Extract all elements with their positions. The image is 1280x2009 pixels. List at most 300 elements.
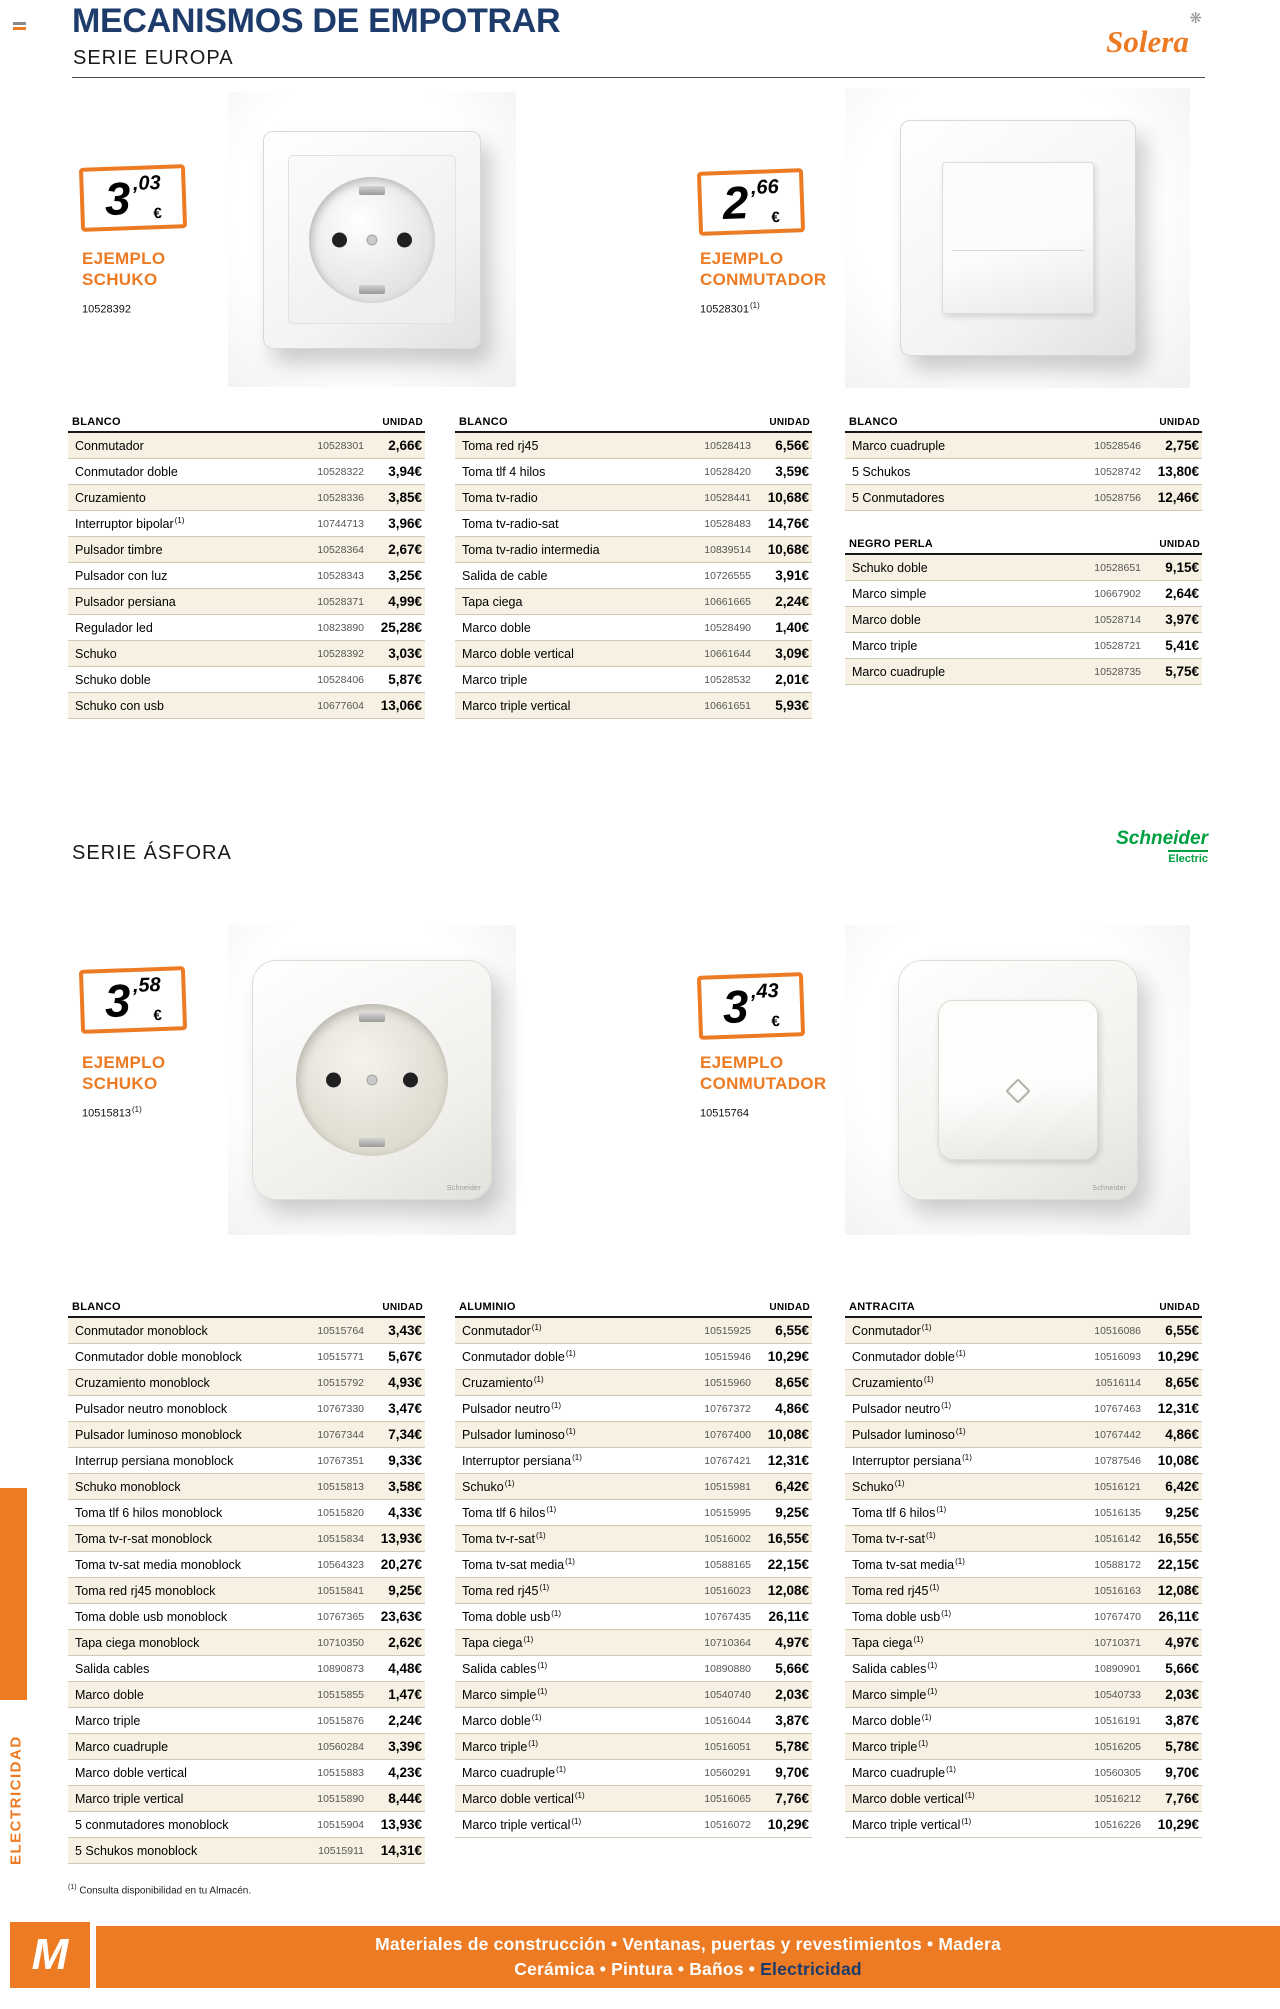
product-row [455, 667, 812, 693]
product-price: 2,64€ [1165, 586, 1199, 601]
product-photo-europa-conmutador [845, 88, 1190, 388]
example-line1: EJEMPLO [700, 1053, 784, 1072]
product-code: 10560284 [317, 1740, 364, 1753]
product-row [845, 1344, 1202, 1370]
product-code: 10516044 [704, 1714, 751, 1727]
product-code: 10540740 [704, 1688, 751, 1701]
product-code: 10667902 [1094, 587, 1141, 600]
product-name: Pulsador neutro$^{(1)}$ [462, 1400, 562, 1417]
product-row [68, 589, 425, 615]
product-price: 12,31€ [1157, 1401, 1199, 1416]
product-row [68, 1630, 425, 1656]
product-name: Interruptor persiana$^{(1)}$ [852, 1452, 972, 1469]
example-line2: CONMUTADOR [700, 270, 827, 289]
product-price: 8,65€ [1165, 1375, 1199, 1390]
product-name: Toma red rj45$^{(1)}$ [852, 1582, 940, 1599]
product-price: 3,09€ [775, 646, 809, 661]
product-price: 9,33€ [388, 1453, 422, 1468]
product-code: 10515792 [317, 1376, 364, 1389]
product-name: Toma tv-r-sat$^{(1)}$ [852, 1530, 936, 1547]
product-name: Toma tv-sat media$^{(1)}$ [852, 1556, 965, 1573]
product-price: 3,43€ [388, 1323, 422, 1338]
product-row [455, 485, 812, 511]
product-row [845, 1474, 1202, 1500]
product-name: 5 Schukos monoblock [75, 1843, 198, 1858]
product-name: Marco doble vertical$^{(1)}$ [852, 1790, 975, 1807]
product-price: 9,70€ [775, 1765, 809, 1780]
currency-symbol: € [771, 209, 781, 227]
product-code: 10515925 [704, 1324, 751, 1337]
product-name: Marco doble [462, 620, 531, 635]
product-row [455, 537, 812, 563]
product-price: 3,39€ [388, 1739, 422, 1754]
product-code: 10528413 [704, 439, 751, 452]
rocker-diamond-mark [1005, 1078, 1030, 1103]
product-name: Pulsador neutro$^{(1)}$ [852, 1400, 952, 1417]
product-price: 3,91€ [775, 568, 809, 583]
color-label: BLANCO [72, 1301, 121, 1313]
table-header [455, 1298, 812, 1318]
product-code: 10560305 [1094, 1766, 1141, 1779]
product-price: 2,66€ [388, 438, 422, 453]
product-price: 3,59€ [775, 464, 809, 479]
product-price: 3,97€ [1165, 612, 1199, 627]
product-name: Marco doble$^{(1)}$ [852, 1712, 932, 1729]
socket-hole [326, 1073, 341, 1088]
unit-label: UNIDAD [769, 417, 810, 428]
product-name: 5 Schukos [852, 464, 911, 479]
product-row [455, 459, 812, 485]
product-row [455, 1578, 812, 1604]
schneider-electric-logo [1090, 828, 1208, 867]
availability-footnote: $^{(1)}$ Consulta disponibilidad en tu Almacén. [68, 1884, 252, 1897]
socket-hole [403, 1073, 418, 1088]
product-name: Tapa ciega [462, 594, 523, 609]
product-row [845, 1396, 1202, 1422]
product-code: 10516135 [1094, 1506, 1141, 1519]
product-price: 8,44€ [388, 1791, 422, 1806]
product-price: 1,47€ [388, 1687, 422, 1702]
product-code: 10515890 [317, 1792, 364, 1805]
earth-clip [359, 1013, 385, 1022]
product-name: Toma tv-radio intermedia [462, 542, 600, 557]
unit-label: UNIDAD [1159, 1302, 1200, 1313]
product-photo-europa-schuko [228, 92, 516, 387]
price-decimals: ,58 [132, 974, 162, 997]
product-row [68, 1396, 425, 1422]
product-name: Interruptor bipolar$^{(1)}$ [75, 515, 185, 532]
socket-plate [263, 131, 481, 349]
product-row [845, 1812, 1202, 1838]
product-code: 10516142 [1094, 1532, 1141, 1545]
product-code: 10516023 [704, 1584, 751, 1597]
product-price: 14,31€ [380, 1843, 422, 1858]
socket-plate [252, 960, 492, 1200]
product-row [455, 1318, 812, 1344]
product-name: Marco triple [852, 638, 918, 653]
product-row [845, 555, 1202, 581]
product-code: 10767400 [704, 1428, 751, 1441]
product-row [68, 641, 425, 667]
product-code: 10515813 [317, 1480, 364, 1493]
product-price: 5,41€ [1165, 638, 1199, 653]
product-code: 10677604 [317, 699, 364, 712]
product-price: 4,97€ [1165, 1635, 1199, 1650]
product-name: Salida cables$^{(1)}$ [462, 1660, 548, 1677]
example-code: 10515813$^{(1)}$ [82, 1105, 142, 1120]
product-price: 10,68€ [767, 542, 809, 557]
product-code: 10515764 [317, 1324, 364, 1337]
product-name: Salida de cable [462, 568, 548, 583]
product-name: Schuko doble [852, 560, 928, 575]
product-row [845, 1318, 1202, 1344]
product-name: Cruzamiento$^{(1)}$ [462, 1374, 544, 1391]
product-name: Salida cables [75, 1661, 150, 1676]
product-price: 6,42€ [775, 1479, 809, 1494]
product-row [455, 1344, 812, 1370]
product-name: Marco triple$^{(1)}$ [462, 1738, 539, 1755]
table-header [845, 535, 1202, 555]
product-price: 13,80€ [1157, 464, 1199, 479]
product-code: 10588165 [704, 1558, 751, 1571]
product-code: 10787546 [1094, 1454, 1141, 1467]
table-header [845, 413, 1202, 433]
product-code: 10516093 [1094, 1350, 1141, 1363]
product-code: 10564323 [317, 1558, 364, 1571]
product-row [68, 511, 425, 537]
product-name: Marco triple vertical [75, 1791, 184, 1806]
price-decimals: ,03 [132, 172, 162, 195]
product-price: 12,08€ [1157, 1583, 1199, 1598]
product-code: 10516086 [1094, 1324, 1141, 1337]
product-row [455, 1708, 812, 1734]
product-row [68, 693, 425, 719]
product-name: Toma tv-r-sat monoblock [75, 1531, 212, 1546]
price-integer: 3 [103, 172, 132, 225]
product-price: 2,67€ [388, 542, 422, 557]
product-code: 10515981 [704, 1480, 751, 1493]
switch-plate [900, 120, 1136, 356]
socket-hole [332, 232, 347, 247]
color-label: BLANCO [459, 416, 508, 428]
series-europa-heading: SERIE EUROPA [73, 47, 234, 69]
footer-categories-line2: Cerámica • Pintura • Baños • Electricidad [514, 1959, 862, 1979]
product-code: 10528651 [1094, 561, 1141, 574]
product-price: 2,24€ [388, 1713, 422, 1728]
table-europa-blanco-3 [845, 413, 1202, 511]
product-name: Cruzamiento monoblock [75, 1375, 210, 1390]
product-price: 5,75€ [1165, 664, 1199, 679]
product-name: Conmutador doble$^{(1)}$ [852, 1348, 966, 1365]
product-row [68, 1474, 425, 1500]
table-asfora-aluminio [455, 1298, 812, 1838]
product-row [455, 1552, 812, 1578]
product-price: 3,87€ [775, 1713, 809, 1728]
product-name: Salida cables$^{(1)}$ [852, 1660, 938, 1677]
product-name: Pulsador luminoso monoblock [75, 1427, 242, 1442]
example-code: 10515764 [700, 1107, 749, 1120]
table-header [845, 1298, 1202, 1318]
product-name: Schuko doble [75, 672, 151, 687]
center-screw [367, 1075, 378, 1086]
switch-rocker [942, 162, 1094, 314]
product-price: 10,29€ [1157, 1349, 1199, 1364]
header-divider [72, 77, 1205, 78]
product-price: 22,15€ [1157, 1557, 1199, 1572]
product-price: 6,55€ [1165, 1323, 1199, 1338]
product-name: Pulsador neutro monoblock [75, 1401, 228, 1416]
price-integer: 3 [721, 980, 750, 1033]
product-code: 10516002 [704, 1532, 751, 1545]
product-code: 10515834 [317, 1532, 364, 1545]
product-row [68, 1448, 425, 1474]
socket-frame [288, 155, 456, 323]
product-row [68, 1526, 425, 1552]
product-price: 3,47€ [388, 1401, 422, 1416]
product-code: 10528371 [317, 595, 364, 608]
product-price: 3,85€ [388, 490, 422, 505]
product-row [68, 1656, 425, 1682]
product-row [845, 633, 1202, 659]
example-label-asfora-schuko [82, 1052, 165, 1125]
table-asfora-blanco [68, 1298, 425, 1864]
product-name: Marco cuadruple$^{(1)}$ [462, 1764, 566, 1781]
product-code: 10516072 [704, 1818, 751, 1831]
product-code: 10516163 [1094, 1584, 1141, 1597]
example-code: 10528301$^{(1)}$ [700, 301, 760, 316]
product-code: 10528483 [704, 517, 751, 530]
section-side-label: ELECTRICIDAD [7, 1735, 25, 1865]
product-name: Conmutador [75, 438, 144, 453]
product-row [455, 1396, 812, 1422]
product-price: 10,68€ [767, 490, 809, 505]
product-name: Toma red rj45 monoblock [75, 1583, 216, 1598]
product-price: 5,66€ [1165, 1661, 1199, 1676]
product-row [68, 615, 425, 641]
product-row [845, 1760, 1202, 1786]
product-row [68, 1708, 425, 1734]
series-asfora-heading: SERIE ÁSFORA [72, 842, 232, 864]
product-name: 5 conmutadores monoblock [75, 1817, 229, 1832]
product-code: 10528721 [1094, 639, 1141, 652]
product-code: 10516205 [1094, 1740, 1141, 1753]
product-code: 10515876 [317, 1714, 364, 1727]
unit-label: UNIDAD [769, 1302, 810, 1313]
product-price: 10,29€ [767, 1817, 809, 1832]
product-code: 10528301 [317, 439, 364, 452]
product-name: Marco triple vertical [462, 698, 571, 713]
example-line2: CONMUTADOR [700, 1074, 827, 1093]
product-row [455, 1630, 812, 1656]
product-price: 5,78€ [1165, 1739, 1199, 1754]
product-code: 10515946 [704, 1350, 751, 1363]
price-integer: 2 [721, 176, 750, 229]
product-row [455, 511, 812, 537]
table-header [68, 413, 425, 433]
product-name: Marco triple vertical$^{(1)}$ [462, 1816, 582, 1833]
solera-logo [1085, 12, 1210, 58]
product-code: 10515855 [317, 1688, 364, 1701]
product-code: 10528532 [704, 673, 751, 686]
product-code: 10528336 [317, 491, 364, 504]
product-name: Marco doble [75, 1687, 144, 1702]
product-name: Toma tlf 6 hilos$^{(1)}$ [462, 1504, 557, 1521]
schneider-logo-line1: Schneider [1116, 828, 1208, 849]
product-row [845, 1682, 1202, 1708]
product-code: 10661644 [704, 647, 751, 660]
product-name: Toma tlf 4 hilos [462, 464, 546, 479]
product-code: 10661651 [704, 699, 751, 712]
product-name: Toma tv-sat media$^{(1)}$ [462, 1556, 575, 1573]
example-line1: EJEMPLO [82, 1053, 166, 1072]
product-price: 2,75€ [1165, 438, 1199, 453]
product-price: 25,28€ [380, 620, 422, 635]
product-price: 4,33€ [388, 1505, 422, 1520]
currency-symbol: € [771, 1013, 781, 1031]
product-name: Marco cuadruple$^{(1)}$ [852, 1764, 956, 1781]
table-header [68, 1298, 425, 1318]
color-label: NEGRO PERLA [849, 538, 933, 550]
product-code: 10515883 [317, 1766, 364, 1779]
product-price: 3,96€ [388, 516, 422, 531]
product-row [845, 607, 1202, 633]
product-price: 4,93€ [388, 1375, 422, 1390]
product-code: 10823890 [317, 621, 364, 634]
product-code: 10516114 [1095, 1376, 1141, 1389]
product-row [68, 667, 425, 693]
product-code: 10515995 [704, 1506, 751, 1519]
product-price: 5,78€ [775, 1739, 809, 1754]
product-row [455, 563, 812, 589]
product-code: 10528343 [317, 569, 364, 582]
product-code: 10516051 [704, 1740, 751, 1753]
example-line2: SCHUKO [82, 1074, 158, 1093]
product-row [845, 1656, 1202, 1682]
product-name: Schuko$^{(1)}$ [852, 1478, 905, 1495]
product-row [68, 433, 425, 459]
product-price: 4,97€ [775, 1635, 809, 1650]
product-code: 10767344 [317, 1428, 364, 1441]
product-name: Toma doble usb$^{(1)}$ [462, 1608, 562, 1625]
product-row [845, 1630, 1202, 1656]
schneider-watermark: Schneider [446, 1185, 481, 1192]
product-code: 10515960 [704, 1376, 751, 1389]
product-name: Conmutador doble$^{(1)}$ [462, 1348, 576, 1365]
product-row [845, 1552, 1202, 1578]
product-code: 10515841 [317, 1584, 364, 1597]
product-name: Toma doble usb monoblock [75, 1609, 228, 1624]
product-row [845, 1578, 1202, 1604]
product-row [845, 1708, 1202, 1734]
product-code: 10515820 [317, 1506, 364, 1519]
product-price: 12,46€ [1157, 490, 1199, 505]
color-label: BLANCO [72, 416, 121, 428]
footer-current-section: Electricidad [760, 1959, 862, 1979]
color-label: ALUMINIO [459, 1301, 516, 1313]
product-name: Schuko con usb [75, 698, 164, 713]
product-code: 10767372 [704, 1402, 751, 1415]
table-asfora-antracita [845, 1298, 1202, 1838]
product-code: 10515911 [318, 1844, 364, 1857]
unit-label: UNIDAD [382, 417, 423, 428]
product-photo-asfora-schuko [228, 925, 516, 1235]
product-name: Tapa ciega$^{(1)}$ [852, 1634, 924, 1651]
footer-categories-line1: Materiales de construcción • Ventanas, puertas y revestimientos • Madera [375, 1934, 1001, 1954]
product-code: 10516065 [704, 1792, 751, 1805]
product-price: 26,11€ [1158, 1609, 1199, 1624]
table-europa-blanco-1 [68, 413, 425, 719]
product-row [845, 1786, 1202, 1812]
product-code: 10528714 [1094, 613, 1141, 626]
product-name: Conmutador$^{(1)}$ [462, 1322, 542, 1339]
product-row [68, 1838, 425, 1864]
table-header [455, 413, 812, 433]
product-row [68, 1552, 425, 1578]
product-price: 10,08€ [767, 1427, 809, 1442]
product-code: 10767421 [704, 1454, 751, 1467]
product-price: 5,93€ [775, 698, 809, 713]
product-name: Marco cuadruple [852, 664, 946, 679]
product-row [455, 1812, 812, 1838]
product-row [455, 641, 812, 667]
product-price: 7,76€ [1165, 1791, 1199, 1806]
product-code: 10528364 [317, 543, 364, 556]
schneider-watermark: Schneider [1092, 1185, 1127, 1192]
product-code: 10528406 [317, 673, 364, 686]
product-name: Marco triple vertical$^{(1)}$ [852, 1816, 972, 1833]
product-row [68, 1318, 425, 1344]
product-row [68, 1422, 425, 1448]
product-code: 10528546 [1094, 439, 1141, 452]
product-row [455, 1448, 812, 1474]
product-price: 13,93€ [380, 1817, 422, 1832]
product-row [455, 1370, 812, 1396]
product-price: 10,08€ [1157, 1453, 1199, 1468]
product-price: 2,24€ [775, 594, 809, 609]
product-row [845, 1734, 1202, 1760]
product-name: Marco doble [852, 612, 921, 627]
product-code: 10726555 [704, 569, 751, 582]
unit-label: UNIDAD [1159, 539, 1200, 550]
product-name: Pulsador timbre [75, 542, 163, 557]
product-row [455, 589, 812, 615]
product-code: 10528756 [1094, 491, 1141, 504]
product-code: 10890901 [1094, 1662, 1141, 1675]
product-code: 10890873 [317, 1662, 364, 1675]
product-code: 10710364 [704, 1636, 751, 1649]
product-row [455, 1500, 812, 1526]
example-line1: EJEMPLO [82, 249, 166, 268]
price-tag-asfora-schuko [79, 966, 187, 1034]
currency-symbol: € [153, 1007, 163, 1025]
table-europa-negro-perla [845, 535, 1202, 685]
product-row [455, 1474, 812, 1500]
product-name: Pulsador luminoso$^{(1)}$ [852, 1426, 966, 1443]
product-name: Pulsador persiana [75, 594, 176, 609]
product-price: 3,87€ [1165, 1713, 1199, 1728]
product-row [845, 1370, 1202, 1396]
example-label-europa-conmutador [700, 248, 826, 321]
product-name: Marco simple$^{(1)}$ [852, 1686, 938, 1703]
product-price: 9,25€ [1165, 1505, 1199, 1520]
product-name: Toma tv-r-sat$^{(1)}$ [462, 1530, 546, 1547]
product-code: 10528735 [1094, 665, 1141, 678]
product-name: Marco doble vertical [462, 646, 574, 661]
product-row [68, 485, 425, 511]
product-name: Conmutador doble [75, 464, 178, 479]
price-tag-europa-schuko [79, 164, 187, 232]
product-name: Marco cuadruple [852, 438, 946, 453]
